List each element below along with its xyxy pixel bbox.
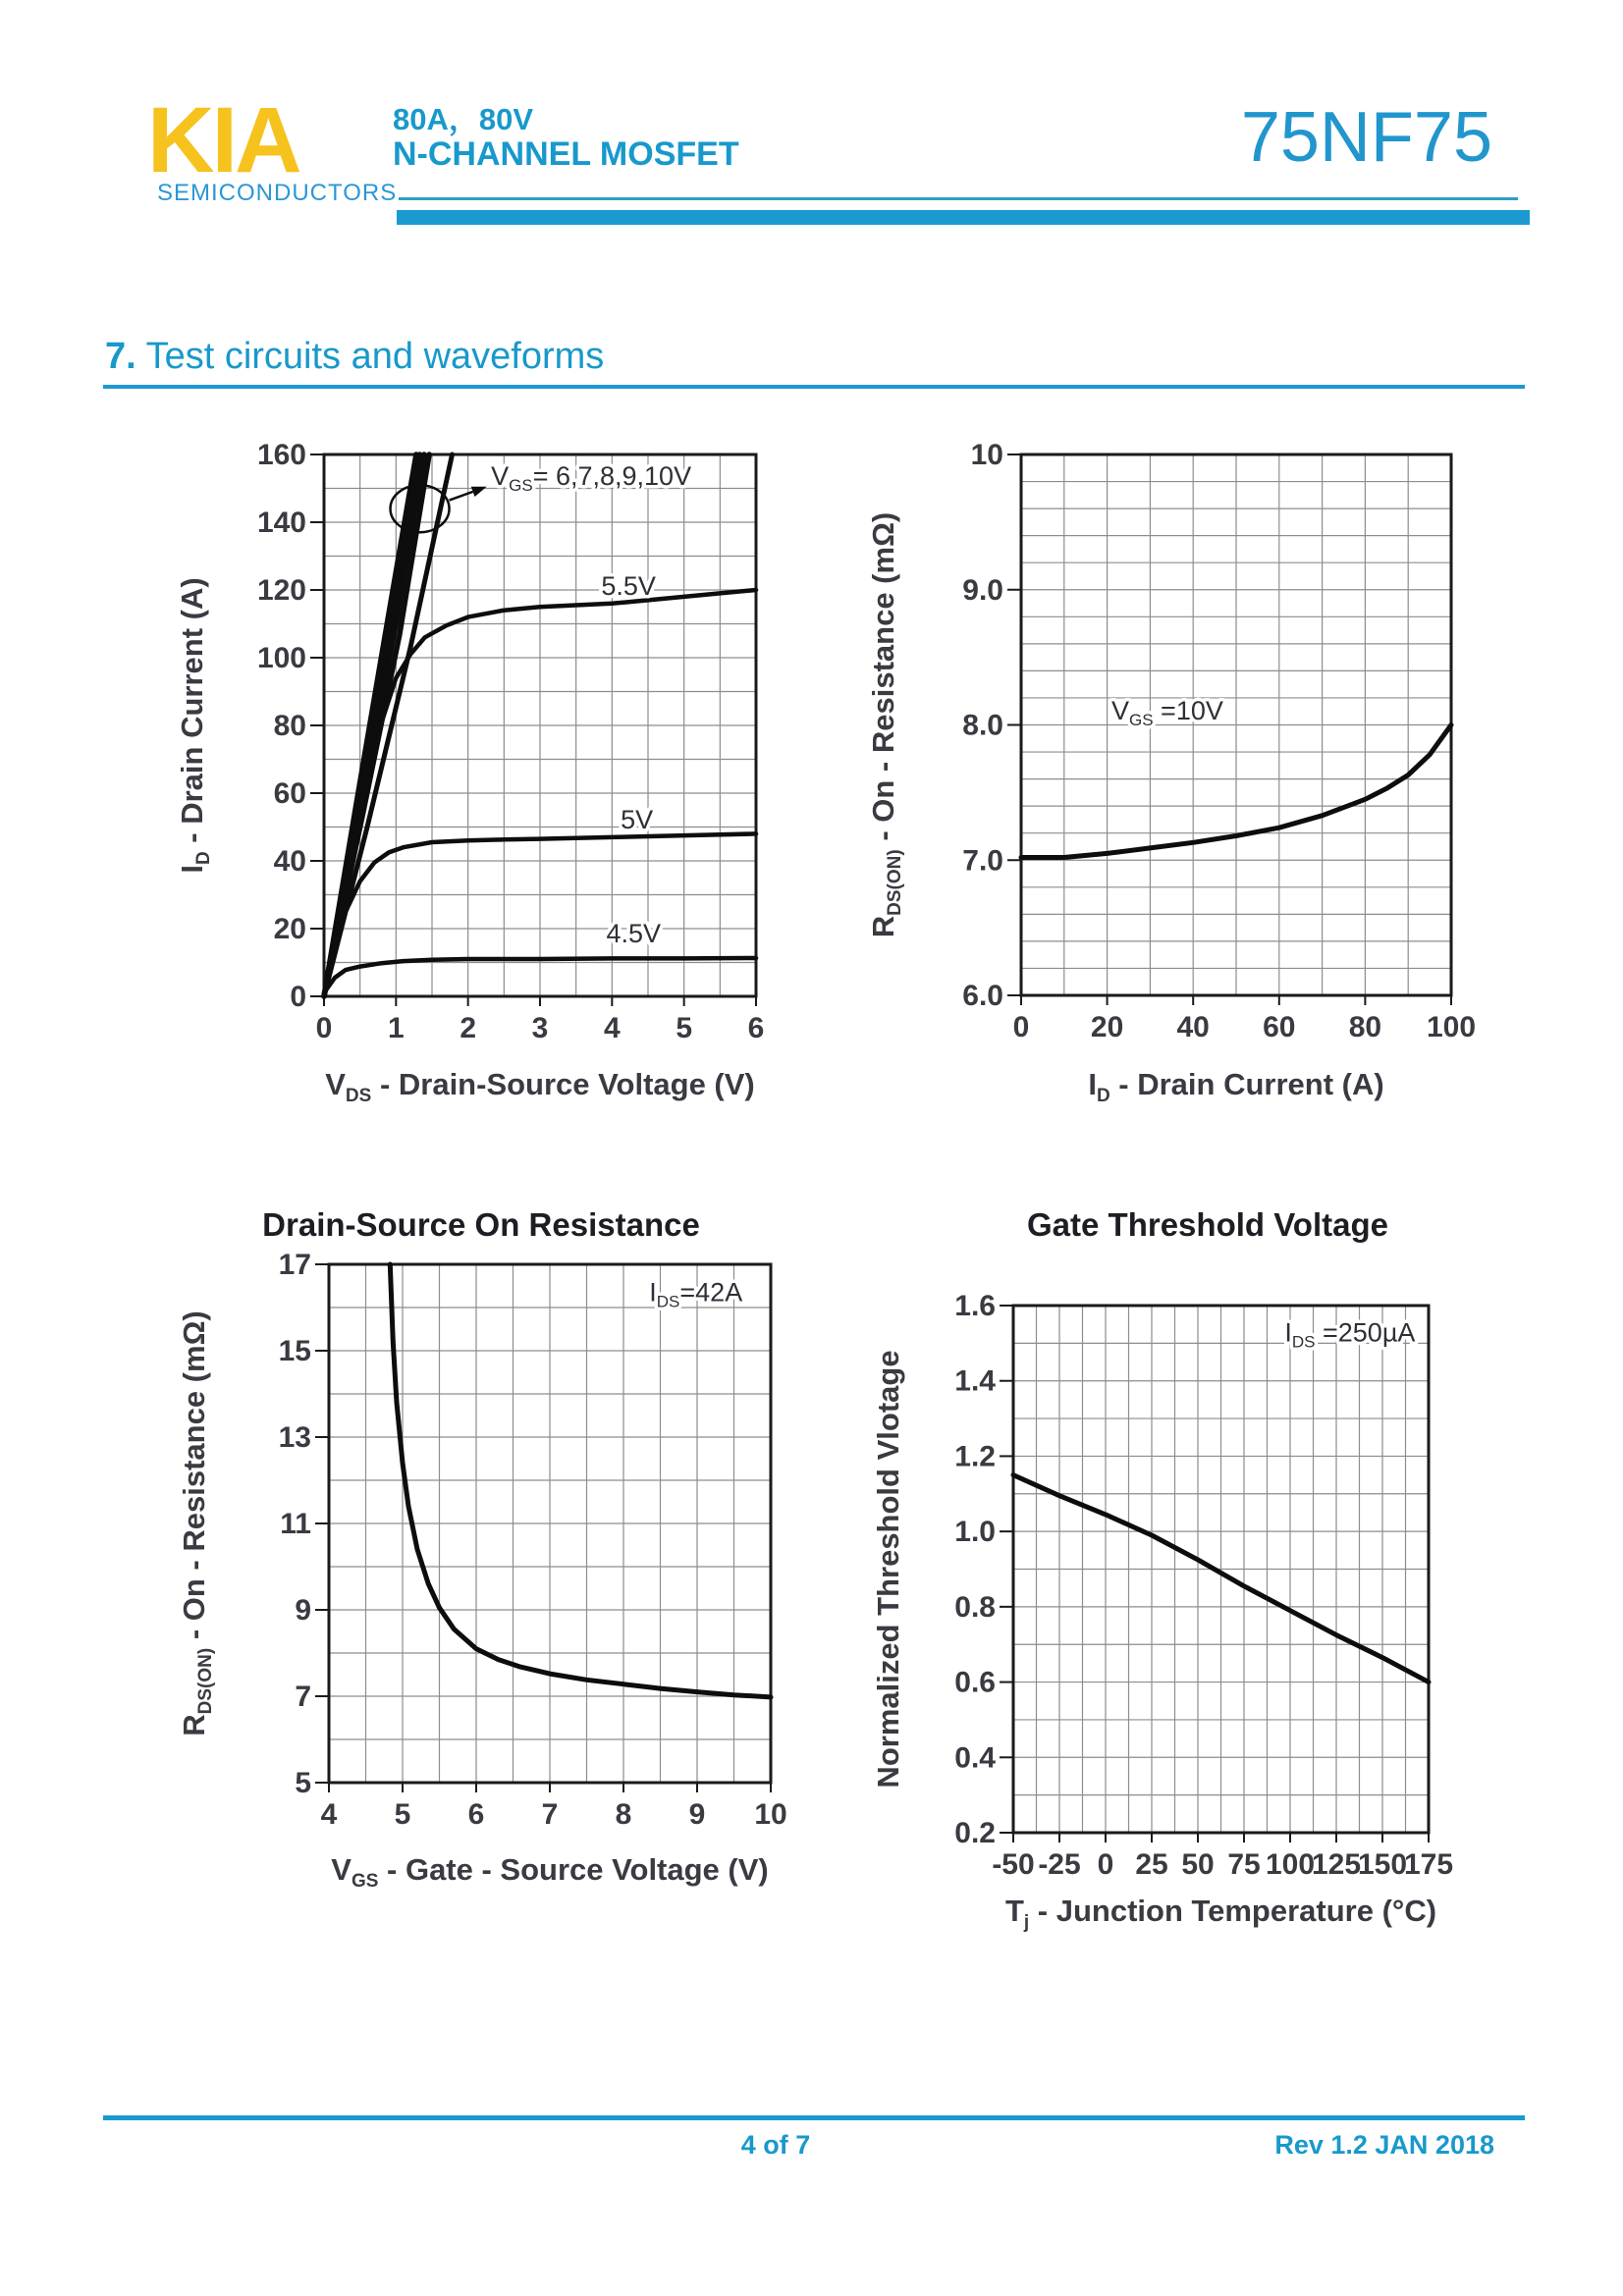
svg-text:VGS - Gate - Source Voltage (V: $V_{GS}$ - Gate - Source Voltage (V) [331, 1852, 769, 1892]
svg-text:0.6: 0.6 [954, 1666, 996, 1699]
svg-text:5V: 5V [621, 805, 654, 835]
svg-text:7: 7 [295, 1681, 311, 1713]
svg-text:17: 17 [278, 1249, 311, 1281]
section-underline [103, 385, 1525, 389]
svg-text:7: 7 [541, 1798, 559, 1831]
svg-text:5.5V: 5.5V [601, 571, 656, 602]
chart-rdson-vs-gate-voltage [137, 1202, 815, 1929]
svg-text:150: 150 [1357, 1848, 1408, 1881]
svg-text:9.0: 9.0 [962, 573, 1003, 607]
svg-text:5: 5 [676, 1012, 693, 1044]
svg-text:5: 5 [295, 1767, 311, 1799]
svg-text:25: 25 [1135, 1848, 1168, 1881]
svg-text:0.8: 0.8 [954, 1590, 996, 1624]
svg-text:Normalized Threshold Vlotage: Normalized Threshold Vlotage [871, 1350, 905, 1789]
footer-rule [103, 2115, 1525, 2120]
svg-text:13: 13 [278, 1421, 311, 1454]
svg-text:140: 140 [256, 507, 306, 539]
svg-text:11: 11 [280, 1508, 311, 1540]
svg-text:20: 20 [273, 913, 306, 945]
footer-page-number: 4 of 7 [740, 2130, 811, 2160]
svg-text:75: 75 [1227, 1848, 1261, 1881]
svg-text:2: 2 [460, 1012, 477, 1044]
svg-text:15: 15 [278, 1335, 311, 1367]
svg-text:160: 160 [256, 439, 306, 471]
svg-text:Drain-Source On Resistance: Drain-Source On Resistance [262, 1206, 700, 1243]
svg-text:5: 5 [394, 1798, 411, 1831]
svg-text:1.4: 1.4 [954, 1364, 996, 1398]
svg-text:175: 175 [1403, 1848, 1454, 1881]
svg-text:100: 100 [1265, 1848, 1316, 1881]
svg-text:8: 8 [615, 1798, 632, 1831]
section-heading [105, 336, 604, 378]
chart-rdson-vs-drain-current [854, 432, 1542, 1119]
svg-text:40: 40 [1176, 1011, 1210, 1043]
svg-text:0.2: 0.2 [954, 1817, 996, 1849]
svg-text:7.0: 7.0 [962, 844, 1003, 878]
section-number: 7. [105, 336, 136, 377]
svg-text:40: 40 [273, 845, 306, 878]
svg-text:0: 0 [315, 1012, 333, 1044]
device-rating: 80A，80V [393, 102, 534, 136]
svg-text:9: 9 [688, 1798, 706, 1831]
kia-logo: KIA [147, 88, 299, 192]
svg-text:-25: -25 [1038, 1848, 1081, 1881]
svg-text:8.0: 8.0 [962, 709, 1003, 742]
svg-text:ID - Drain Current (A): $I_D$ - Drain Current (A) [175, 577, 214, 874]
footer-revision: Rev 1.2 JAN 2018 [1274, 2130, 1494, 2160]
svg-text:1: 1 [387, 1012, 405, 1044]
svg-text:Tj - Junction Temperature (°C): $T_j$ - Junction Temperature (°C) [1004, 1894, 1437, 1933]
svg-text:0: 0 [1097, 1848, 1114, 1881]
svg-text:50: 50 [1181, 1848, 1215, 1881]
svg-text:0: 0 [290, 981, 306, 1013]
kia-logo-subtitle: SEMICONDUCTORS [157, 180, 398, 206]
header-rule-thin [399, 197, 1518, 200]
svg-text:4.5V: 4.5V [606, 918, 662, 948]
svg-text:1.6: 1.6 [954, 1290, 996, 1322]
svg-text:0.4: 0.4 [954, 1741, 996, 1775]
svg-text:VGS= 6,7,8,9,10V: $V_{GS}= 6,7,8,9,10V$ [491, 461, 692, 495]
part-number: 75NF75 [1240, 98, 1492, 177]
svg-text:Gate Threshold Voltage: Gate Threshold Voltage [1027, 1206, 1388, 1243]
chart-gate-threshold-voltage [854, 1202, 1542, 1949]
svg-text:6: 6 [467, 1798, 485, 1831]
svg-text:0: 0 [1012, 1011, 1030, 1043]
svg-text:10: 10 [970, 439, 1003, 471]
svg-text:80: 80 [273, 710, 306, 742]
svg-text:-50: -50 [992, 1848, 1035, 1881]
svg-text:1.0: 1.0 [954, 1516, 996, 1549]
svg-text:100: 100 [1426, 1011, 1477, 1043]
svg-text:4: 4 [603, 1012, 621, 1044]
svg-text:9: 9 [295, 1594, 311, 1627]
svg-text:60: 60 [1263, 1011, 1296, 1043]
svg-text:20: 20 [1090, 1011, 1124, 1043]
svg-text:VDS - Drain-Source Voltage (V): $V_{DS}$ - Drain-Source Voltage (V) [325, 1067, 755, 1106]
svg-text:80: 80 [1348, 1011, 1382, 1043]
svg-text:120: 120 [256, 574, 306, 607]
svg-text:VGS =10V: $V_{GS} =10V$ [1110, 695, 1223, 729]
header-rule-thick [397, 210, 1530, 225]
svg-text:10: 10 [754, 1798, 787, 1831]
chart-output-characteristics [137, 432, 815, 1119]
svg-text:RDS(ON) - On - Resistance (mΩ): $R_{DS(ON)}$ - On - Resistance (mΩ) [866, 511, 905, 938]
svg-text:ID - Drain Current (A): $I_D$ - Drain Current (A) [1088, 1067, 1384, 1106]
svg-text:RDS(ON) - On - Resistance (mΩ): $R_{DS(ON)}$ - On - Resistance (mΩ) [177, 1310, 216, 1736]
svg-text:100: 100 [256, 642, 306, 674]
svg-text:125: 125 [1311, 1848, 1362, 1881]
svg-text:4: 4 [320, 1798, 338, 1831]
svg-text:6.0: 6.0 [962, 980, 1003, 1012]
svg-text:1.2: 1.2 [954, 1440, 996, 1473]
device-type: N-CHANNEL MOSFET [393, 135, 739, 173]
svg-text:6: 6 [747, 1012, 765, 1044]
svg-text:60: 60 [273, 777, 306, 810]
svg-text:IDS=42A: $I_{DS}=42A$ [649, 1277, 743, 1311]
section-title: Test circuits and waveforms [135, 336, 605, 377]
svg-text:IDS =250µA: $I_{DS} =250\mu A$ [1284, 1317, 1416, 1352]
svg-text:3: 3 [531, 1012, 549, 1044]
